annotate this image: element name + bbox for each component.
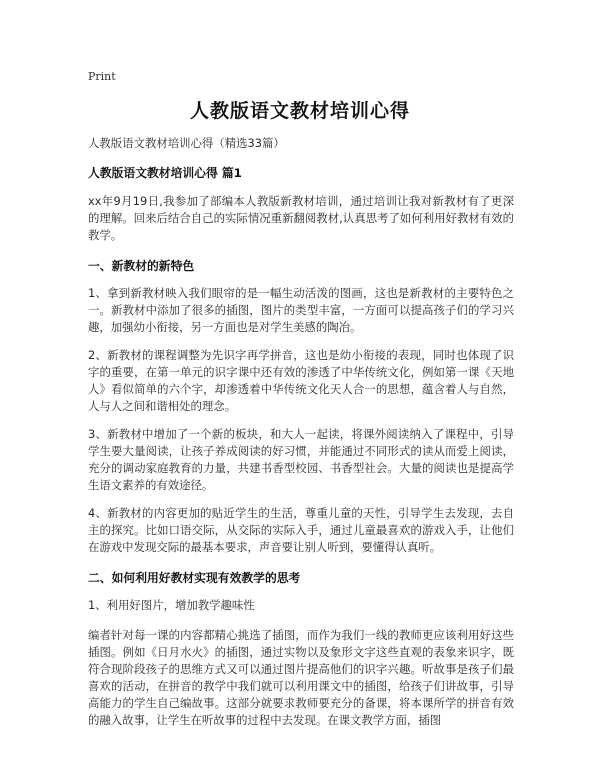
section-2-paragraph: 编者针对每一课的内容都精心挑选了插图，而作为我们一线的教师更应该利用好这些插图。例如《日月水火》的插图，通过实物以及象形文字这些直观的表象来识字，既符合现阶段孩子的思维方式又可以通过图片提高他们的识字兴趣。听故事是孩子们最喜欢的活动，在拼音的教学中我们就可以利用课文中的插图，给孩子们讲故事，引导高能力的学生自己编故事。这部分就要求教师要充分的备课，将本课所学的拼音有效的融入故事，让学生在听故事的过程中去发现。在课文教学方面，插图: [88, 628, 514, 727]
document-subtitle: 人教版语文教材培训心得（精选33篇）: [88, 136, 285, 150]
section-2-subheading: 1、利用好图片，增加教学趣味性: [88, 598, 255, 612]
section-1-paragraph-4: 4、新教材的内容更加的贴近学生的生活，尊重儿童的天性，引导学生去发现，去自主的探究。比如口语交际，从交际的实际入手，通过儿童最喜欢的游戏入手，让他们在游戏中发现交际的最基本要求，声音要让别人听到，要懂得认真听。: [88, 506, 514, 554]
section-1-heading: 一、新教材的新特色: [88, 259, 195, 273]
page-title: 人教版语文教材培训心得: [189, 100, 410, 122]
article-heading: 人教版语文教材培训心得 篇1: [88, 166, 242, 180]
section-1-paragraph-2: 2、新教材的课程调整为先识字再学拼音，这也是幼小衔接的表现，同时也体现了识字的重要，在第一单元的识字课中还有效的渗透了中华传统文化，例如第一课《天地人》看似简单的六个字，却渗透着中华传统文化天人合一的思想，蕴含着人与自然，人与人之间和谐相处的理念。: [88, 348, 514, 413]
intro-paragraph: xx年9月19日,我参加了部编本人教版新教材培训，通过培训让我对新教材有了更深的理解。回来后结合自己的实际情况重新翻阅教材,认真思考了如何利用好教材有效的教学。: [88, 194, 514, 242]
document-body: [88, 135, 514, 740]
print-label[interactable]: Print: [88, 70, 116, 83]
section-2-heading: 二、如何利用好教材实现有效教学的思考: [88, 571, 301, 585]
section-1-paragraph-1: 1、拿到新教材映入我们眼帘的是一幅生动活泼的图画，这也是新教材的主要特色之一。新教材中添加了很多的插图，图片的类型丰富，一方面可以提高孩子们的学习兴趣，加强幼小衔接，另一方面也是对学生美感的陶冶。: [88, 286, 514, 334]
section-1-paragraph-3: 3、新教材中增加了一个新的板块，和大人一起读，将课外阅读纳入了课程中，引导学生要大量阅读，让孩子养成阅读的好习惯，并能通过不同形式的读从而爱上阅读，充分的调动家庭教育的力量，共建书香型校园、书香型社会。大量的阅读也是提高学生语文素养的有效途径。: [88, 427, 514, 492]
